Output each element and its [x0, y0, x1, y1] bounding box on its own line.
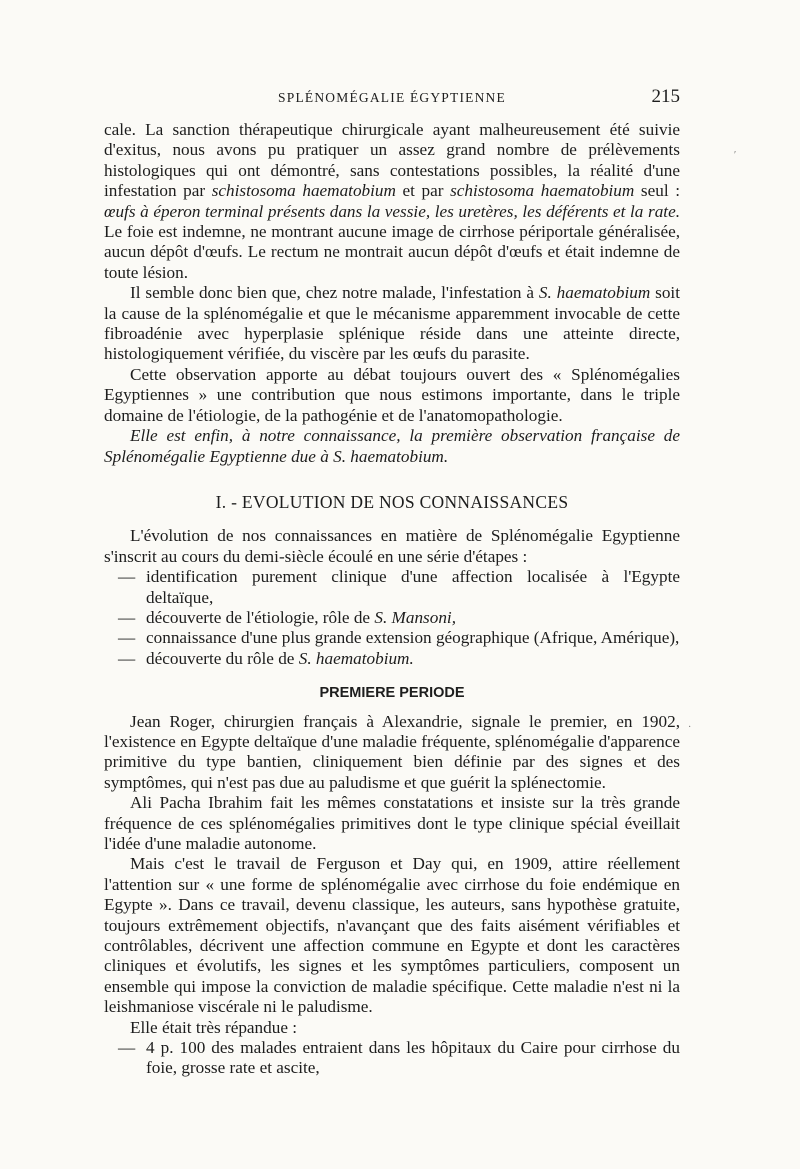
list-item: [104, 649, 680, 669]
text-run: Le foie est indemne, ne montrant aucune image de cirrhose périportale généralisée, aucun dépôt d'œufs. Le rectum ne montrait aucun dépôt d'œufs et était indemne de toute lésion.: [104, 222, 680, 282]
paragraph: [104, 283, 680, 365]
page-number: 215: [651, 86, 680, 107]
paragraph: Mais c'est le travail de Ferguson et Day qui, en 1909, attire réellement l'attention sur « une forme de splénomégalie avec cirrhose du foie endémique en Egypte ». Dans ce travail, devenu classique, les auteurs, sans hypothèse gratuite, toujours extrêmement objectifs, n'avançant que des faits aisément vérifiables et contrôlables, décrivent une affection commune en Egypte et dont les caractères cliniques et évolutifs, les signes et les symptômes particuliers, composent un ensemble qui impose la conviction de maladie spécifique. Cette maladie n'est ni la leishmaniose viscérale ni le paludisme.: [104, 854, 680, 1017]
species-name: S. haematobium.: [298, 648, 414, 668]
dash-bullet: —: [118, 1038, 136, 1058]
list-item-text: connaissance d'une plus grande extension géographique (Afrique, Amérique),: [146, 628, 680, 648]
paragraph: Elle était très répandue :: [130, 1017, 298, 1037]
text-run: soit la cause de la splénomégalie et que le mécanisme apparemment invocable de cette fibroadénie avec hyperplasie splénique réside dans une atteinte directe, histologiquement vérifiée, du viscère par les œufs du parasite.: [104, 283, 680, 364]
text-run: et par: [395, 181, 451, 201]
list-item-text: 4 p. 100 des malades entraient dans les hôpitaux du Caire pour cirrhose du foie, grosse rate et ascite,: [146, 1038, 680, 1078]
species-name: schistosoma haematobium: [211, 181, 396, 201]
species-name: schistosoma haematobium: [450, 181, 635, 201]
dash-bullet: —: [118, 648, 136, 668]
list-item-text: identification purement clinique d'une affection localisée à l'Egypte deltaïque,: [146, 567, 680, 607]
period-heading: PREMIERE PERIODE: [319, 685, 465, 702]
section-heading: I. - EVOLUTION DE NOS CONNAISSANCES: [215, 491, 569, 512]
body-text: [104, 120, 680, 1079]
dash-bullet: —: [118, 567, 136, 587]
list-item: [104, 567, 680, 608]
text-run: seul :: [634, 181, 681, 201]
emphasis-text: œufs à éperon terminal présents dans la vessie, les uretères, les déférents et la rate.: [104, 201, 680, 221]
paragraph: [104, 120, 680, 283]
running-header: [104, 88, 680, 110]
list-item-text: découverte de l'étiologie, rôle de: [146, 607, 375, 627]
text-run: cale. La sanction thérapeutique chirurgicale ayant malheureusement été suivie d'exitus, nous avons pu pratiquer un assez grand nombre de prélèvements histologiques qui ont démontré, sans contestations possibles, la réalité d'une infestation par: [104, 120, 680, 201]
list-item: [104, 608, 680, 628]
list-item: [104, 628, 680, 648]
paragraph: L'évolution de nos connaissances en matière de Splénomégalie Egyptienne s'inscrit au cours du demi-siècle écoulé en une série d'étapes :: [104, 526, 680, 566]
species-name: S. haematobium: [538, 283, 651, 303]
paragraph: [104, 426, 680, 467]
margin-mark: ·: [688, 722, 692, 733]
margin-mark: ʹ: [734, 150, 737, 161]
list-item: [104, 1038, 680, 1079]
paragraph: Cette observation apporte au débat toujours ouvert des « Splénomégalies Egyptiennes » une contribution que nous estimons importante, dans le triple domaine de l'étiologie, de la pathogénie et de l'anatomopathologie.: [104, 364, 680, 425]
emphasis-text: Elle est enfin, à notre connaissance, la première observation française de Splénomégalie Egyptienne due à S. haematobium.: [104, 426, 680, 466]
paragraph: Ali Pacha Ibrahim fait les mêmes constatations et insiste sur la très grande fréquence de ces splénomégalies primitives dont le type clinique spécial éveillait l'idée d'une maladie autonome.: [104, 793, 680, 853]
dash-bullet: —: [118, 607, 136, 627]
species-name: S. Mansoni,: [374, 607, 456, 627]
list-item-text: découverte du rôle de: [146, 648, 299, 668]
running-title: SPLÉNOMÉGALIE ÉGYPTIENNE: [278, 90, 506, 105]
paragraph: Jean Roger, chirurgien français à Alexandrie, signale le premier, en 1902, l'existence en Egypte deltaïque d'une maladie fréquente, splénomégalie d'apparence primitive du type bantien, cliniquement bien définie par des signes et des symptômes, qui n'est pas due au paludisme et que guérit la splénectomie.: [104, 711, 680, 792]
dash-bullet: —: [118, 628, 136, 648]
text-run: Il semble donc bien que, chez notre malade, l'infestation à: [130, 283, 539, 303]
